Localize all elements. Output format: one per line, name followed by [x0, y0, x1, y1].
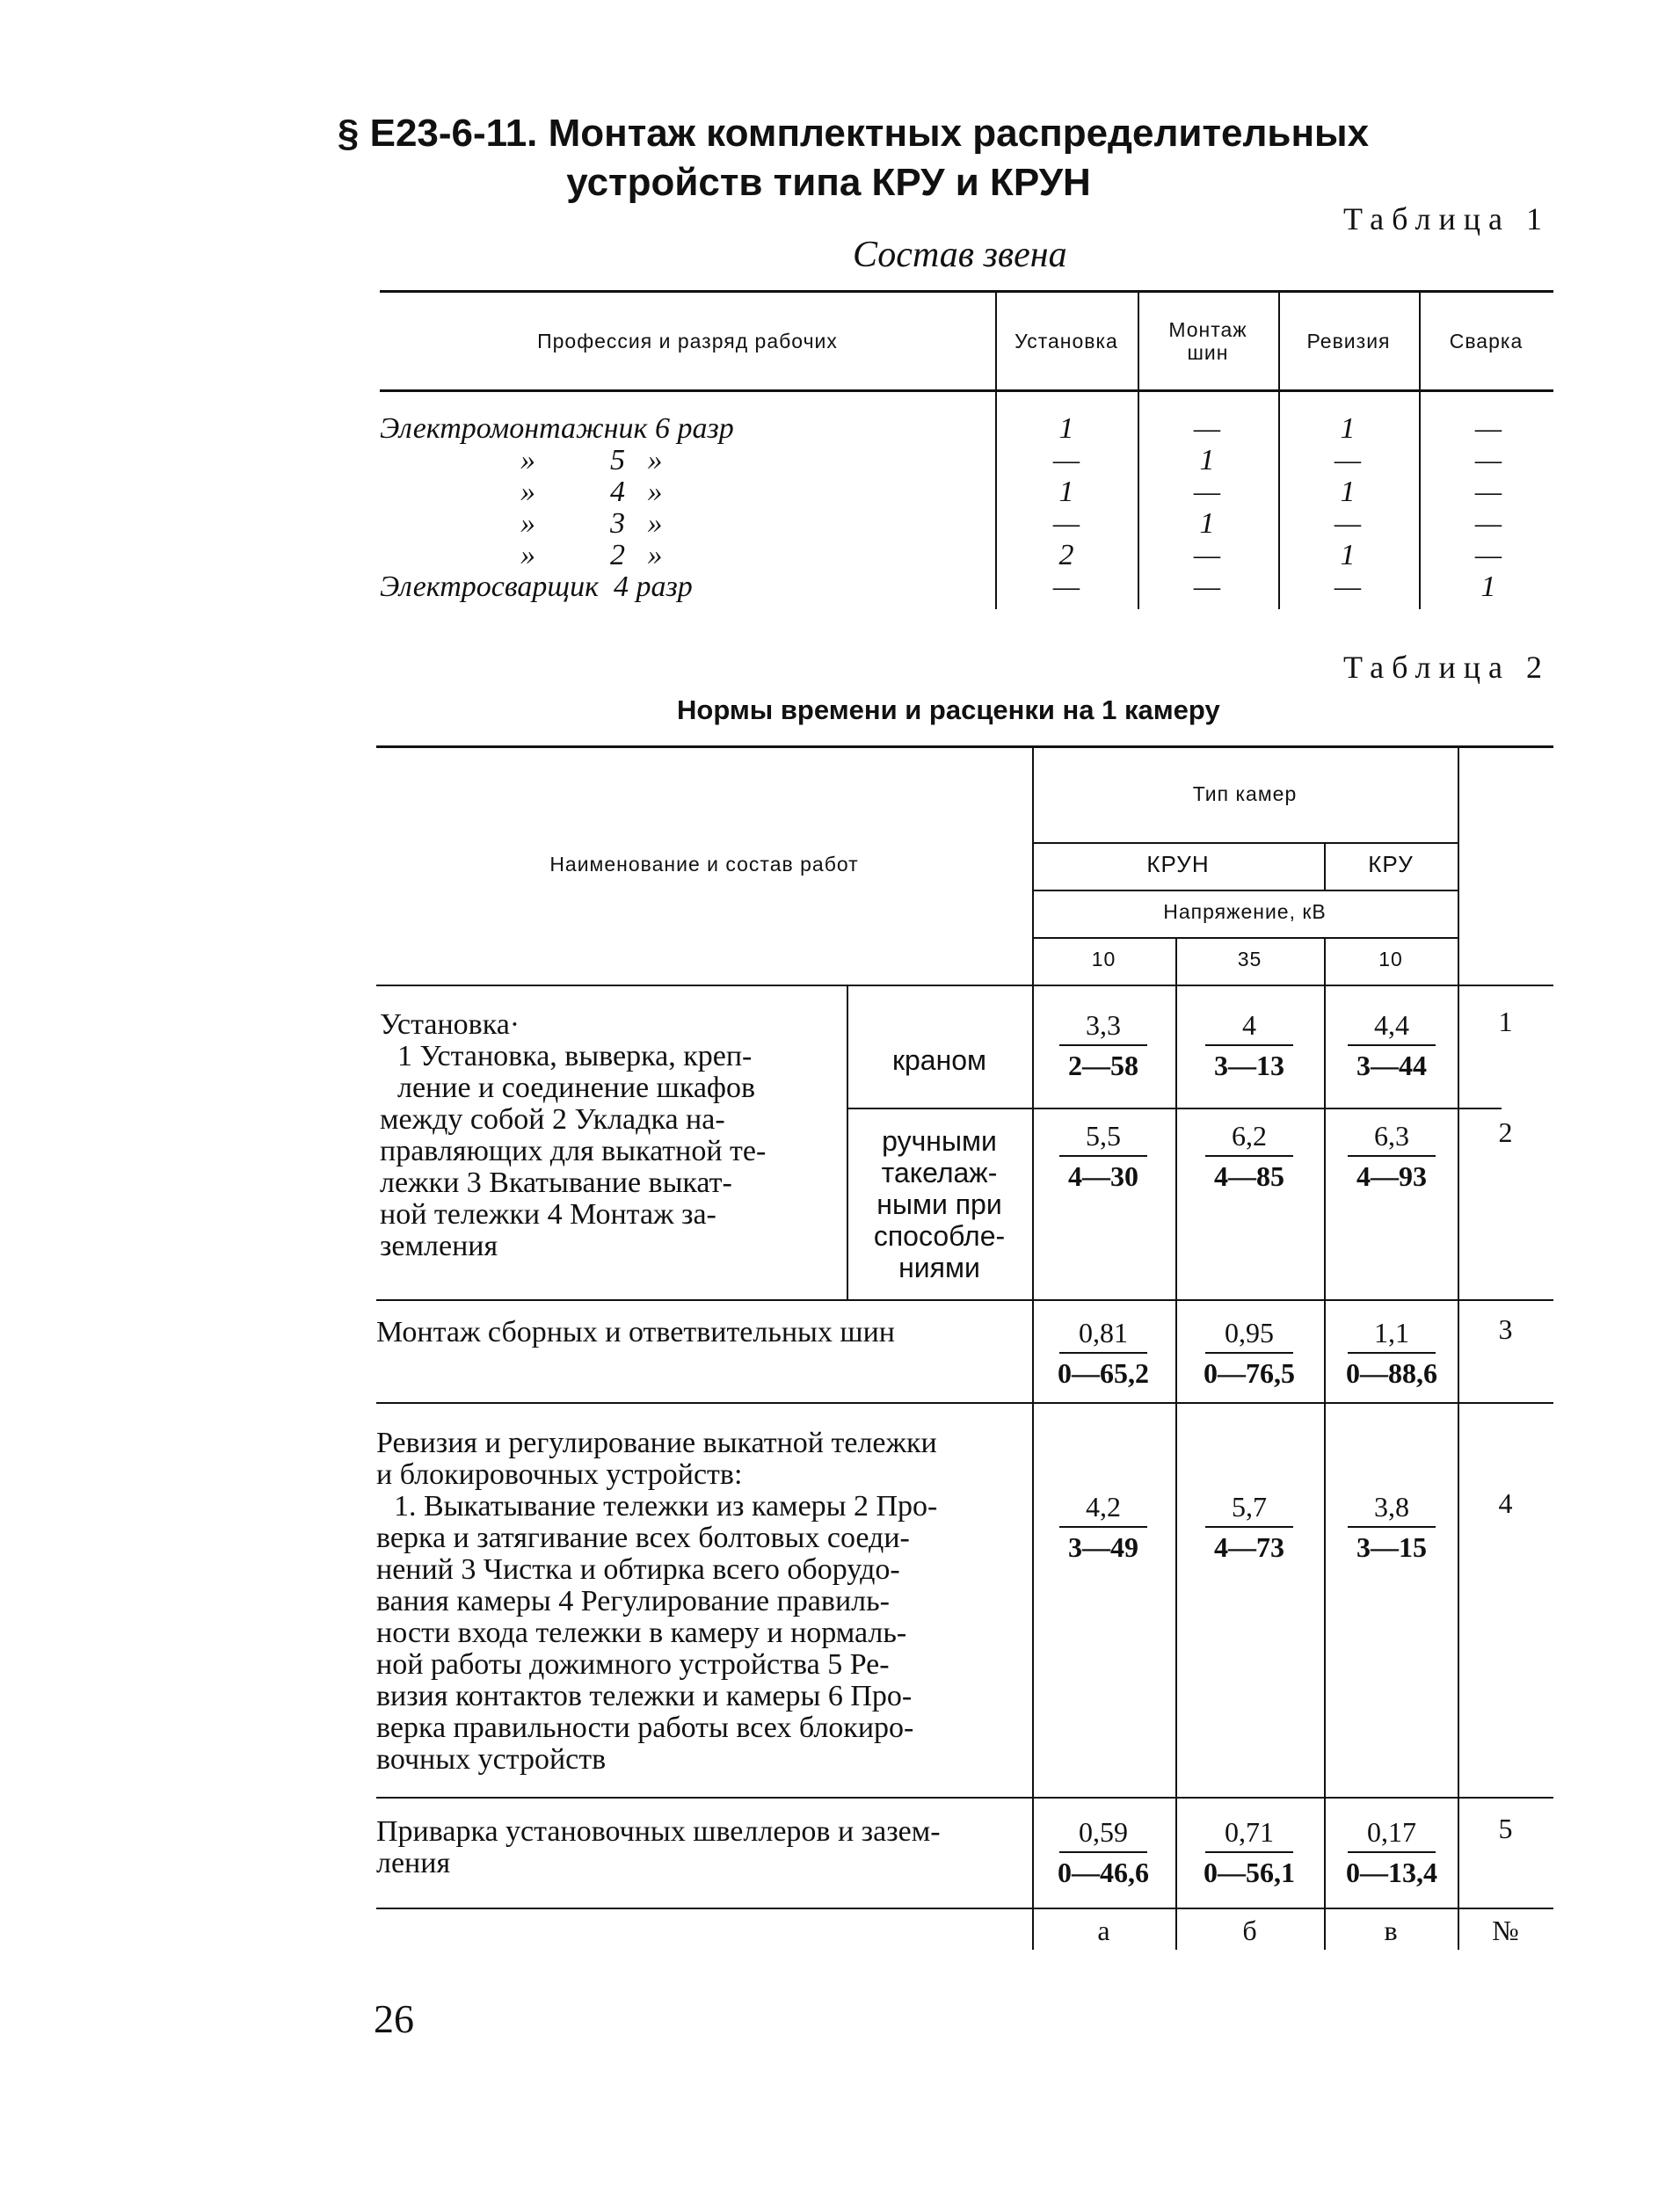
rate: 4—73: [1214, 1531, 1284, 1563]
table1-row: [380, 540, 1553, 571]
table2-caption: Нормы времени и расценки на 1 камеру: [677, 694, 1220, 725]
row1-method-crane: краном: [891, 1044, 987, 1076]
table1-header-bus-mounting: Монтаж шин: [1168, 318, 1247, 364]
table1-caption: Состав звена: [853, 235, 1067, 275]
table1-cell: 1: [1199, 444, 1215, 476]
norm-rate-cell: [1326, 1116, 1458, 1196]
table2-header-v3: 10: [1378, 948, 1403, 970]
time-norm: 4,4: [1348, 1006, 1436, 1046]
footer-col-b: б: [1242, 1915, 1257, 1946]
row-number: 4: [1498, 1487, 1513, 1519]
row2-method-line: способле-: [873, 1220, 1006, 1252]
section-title: [0, 109, 1680, 207]
rate: 3—44: [1356, 1050, 1427, 1081]
norm-rate-cell: [1037, 1813, 1169, 1892]
rate: 0—46,6: [1058, 1857, 1149, 1888]
row4-line: и блокировочных устройств:: [376, 1458, 743, 1491]
table2: [376, 745, 1553, 1950]
row2-method-manual: [847, 1125, 1032, 1283]
table1-body: [380, 392, 1553, 612]
table1-cell: 1: [1058, 412, 1074, 445]
table1-row: [380, 571, 1553, 603]
row4-description: [376, 1428, 1027, 1776]
row4-line: вочных устройств: [376, 1743, 607, 1776]
table1-cell: 1: [1340, 539, 1356, 571]
table1-cell: —: [1334, 571, 1362, 603]
time-norm: 3,3: [1059, 1006, 1147, 1046]
footer-col-no: №: [1492, 1915, 1519, 1946]
row2-method-line: такелаж-: [881, 1157, 998, 1188]
table1-cell: —: [1474, 539, 1502, 571]
row4-line: визия контактов тележки и камеры 6 Про-: [376, 1680, 913, 1712]
table1-row-profession: Электросварщик 4 разр: [380, 571, 693, 603]
rate: 2—58: [1068, 1050, 1138, 1081]
row1-line: ной тележки 4 Монтаж за-: [380, 1198, 716, 1231]
table1-cell: 1: [1480, 571, 1496, 603]
row1-line: 1 Установка, выверка, креп-: [397, 1040, 753, 1072]
table1-header: [380, 290, 1553, 392]
rate: 0—76,5: [1204, 1357, 1295, 1389]
table1-row-profession: » 3 »: [520, 507, 663, 540]
row3-description: Монтаж сборных и ответвительных шин: [376, 1316, 895, 1348]
section-title-line2: устройств типа КРУ и КРУН: [566, 161, 1091, 204]
row5-line: Приварка установочных швеллеров и зазем-: [376, 1815, 941, 1848]
row4-line: верка правильности работы всех блокиро-: [376, 1712, 914, 1744]
table1-cell: —: [1474, 444, 1502, 476]
norm-rate-cell: [1183, 1313, 1315, 1392]
row4-line: Ревизия и регулирование выкатной тележки: [376, 1427, 937, 1459]
table1-cell: —: [1193, 539, 1221, 571]
table1-cell: —: [1052, 444, 1080, 476]
rate: 3—49: [1068, 1531, 1138, 1563]
table2-header-v2: 35: [1237, 948, 1262, 970]
table1-cell: —: [1334, 507, 1362, 540]
row2-method-line: ными при: [876, 1188, 1002, 1220]
time-norm: 0,17: [1348, 1813, 1436, 1853]
time-norm: 5,5: [1059, 1116, 1147, 1157]
rate: 4—93: [1356, 1160, 1427, 1192]
rate: 0—65,2: [1058, 1357, 1149, 1389]
rate: 0—56,1: [1204, 1857, 1295, 1888]
row1-description: [380, 1041, 841, 1262]
norm-rate-cell: [1037, 1006, 1169, 1085]
time-norm: 6,2: [1205, 1116, 1293, 1157]
norm-rate-cell: [1326, 1006, 1458, 1085]
footer-col-v: в: [1384, 1915, 1398, 1946]
row4-line: нений 3 Чистка и обтирка всего оборудо-: [376, 1553, 900, 1586]
norm-rate-cell: [1183, 1116, 1315, 1196]
time-norm: 0,59: [1059, 1813, 1147, 1853]
table1-row: [380, 508, 1553, 540]
row1-line: ление и соединение шкафов: [397, 1072, 756, 1104]
norm-rate-cell: [1037, 1116, 1169, 1196]
table1-cell: 1: [1340, 412, 1356, 445]
norm-rate-cell: [1183, 1813, 1315, 1892]
norm-rate-cell: [1326, 1487, 1458, 1566]
table1-header-profession: Профессия и разряд рабочих: [537, 330, 838, 353]
row1-line: лежки 3 Вкатывание выкат-: [380, 1167, 732, 1199]
row1-title: Установка·: [380, 1008, 520, 1041]
row-number: 1: [1498, 1006, 1513, 1037]
rate: 4—30: [1068, 1160, 1138, 1192]
row-number: 5: [1498, 1813, 1513, 1844]
table1-row-profession: » 4 »: [520, 476, 663, 508]
table2-header-v1: 10: [1091, 948, 1116, 970]
time-norm: 3,8: [1348, 1487, 1436, 1528]
section-title-line1: § Е23-6-11. Монтаж комплектных распределительных: [337, 112, 1370, 155]
time-norm: 5,7: [1205, 1487, 1293, 1528]
norm-rate-cell: [1326, 1813, 1458, 1892]
table2-header-kryn: КРУН: [1146, 851, 1210, 877]
time-norm: 0,71: [1205, 1813, 1293, 1853]
table2-header-kru: КРУ: [1368, 851, 1414, 877]
table1-cell: —: [1052, 507, 1080, 540]
table2-label: Таблица 2: [1343, 650, 1550, 685]
row2-method-line: ниями: [898, 1252, 980, 1283]
row1-line: правляющих для выкатной те-: [380, 1135, 767, 1167]
norm-rate-cell: [1183, 1487, 1315, 1566]
footer-col-a: а: [1097, 1915, 1110, 1946]
time-norm: 1,1: [1348, 1313, 1436, 1354]
row4-line: вания камеры 4 Регулирование правиль-: [376, 1585, 890, 1617]
row1-line: земления: [380, 1230, 498, 1262]
row5-line: ления: [376, 1847, 451, 1879]
norm-rate-cell: [1326, 1313, 1458, 1392]
table1-header-welding: Сварка: [1449, 330, 1524, 353]
table1-cell: —: [1052, 571, 1080, 603]
table1-header-revision: Ревизия: [1306, 330, 1391, 353]
time-norm: 0,81: [1059, 1313, 1147, 1354]
table2-header-voltage: Напряжение, кВ: [1163, 900, 1327, 923]
table1-label: Таблица 1: [1343, 201, 1550, 236]
table1-cell: 2: [1058, 539, 1074, 571]
table1-row: [380, 476, 1553, 508]
norm-rate-cell: [1037, 1313, 1169, 1392]
rate: 3—15: [1356, 1531, 1427, 1563]
row5-description: [376, 1816, 1027, 1879]
table1-row-profession: » 5 »: [520, 444, 663, 476]
table1-row: [380, 413, 1553, 445]
rate: 0—88,6: [1346, 1357, 1437, 1389]
time-norm: 6,3: [1348, 1116, 1436, 1157]
row4-line: 1. Выкатывание тележки из камеры 2 Про-: [394, 1490, 938, 1523]
row4-line: ной работы дожимного устройства 5 Ре-: [376, 1648, 890, 1681]
rate: 0—13,4: [1346, 1857, 1437, 1888]
row1-line: между собой 2 Укладка на-: [380, 1103, 725, 1136]
time-norm: 4: [1205, 1006, 1293, 1046]
table2-header-work: Наименование и состав работ: [549, 853, 859, 876]
table1-row-profession: » 2 »: [520, 539, 663, 571]
row2-method-line: ручными: [882, 1125, 997, 1157]
table1-cell: —: [1334, 444, 1362, 476]
page-number: 26: [374, 1996, 414, 2041]
row4-line: ности входа тележки в камеру и нормаль-: [376, 1617, 907, 1649]
row-number: 2: [1498, 1116, 1513, 1148]
table1-cell: 1: [1199, 507, 1215, 540]
rate: 4—85: [1214, 1160, 1284, 1192]
table1-header-installation: Установка: [1015, 330, 1118, 353]
norm-rate-cell: [1037, 1487, 1169, 1566]
rate: 3—13: [1214, 1050, 1284, 1081]
row4-line: верка и затягивание всех болтовых соеди-: [376, 1522, 910, 1554]
time-norm: 4,2: [1059, 1487, 1147, 1528]
row-number: 3: [1498, 1313, 1513, 1345]
table2-header-type: Тип камер: [1192, 782, 1298, 805]
table1-cell: 1: [1058, 476, 1074, 508]
table1-cell: —: [1474, 507, 1502, 540]
table1-cell: —: [1193, 476, 1221, 508]
table1: [380, 290, 1553, 612]
time-norm: 0,95: [1205, 1313, 1293, 1354]
table1-cell: —: [1474, 476, 1502, 508]
table1-cell: —: [1193, 412, 1221, 445]
table1-row: [380, 445, 1553, 476]
norm-rate-cell: [1183, 1006, 1315, 1085]
table1-cell: —: [1474, 412, 1502, 445]
table1-cell: 1: [1340, 476, 1356, 508]
table1-cell: —: [1193, 571, 1221, 603]
table1-row-profession: Электромонтажник 6 разр: [380, 412, 734, 445]
